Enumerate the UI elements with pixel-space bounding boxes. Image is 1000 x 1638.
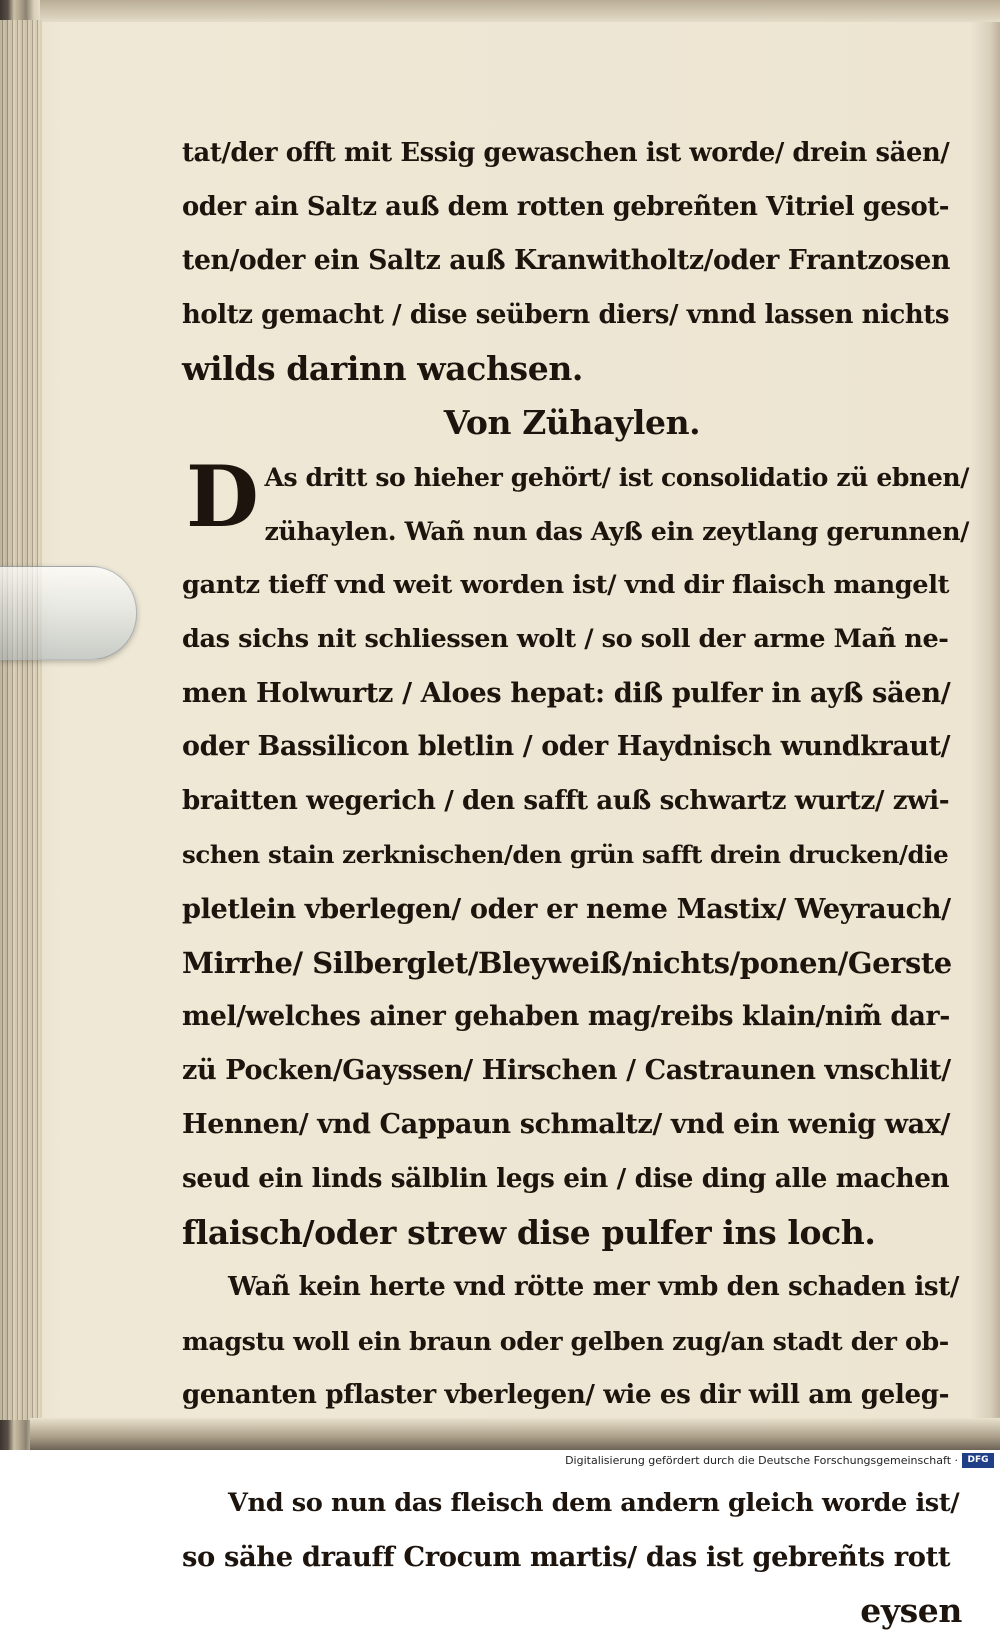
- text-line: holtz gemacht / dise seübern diers/ vnnd lassen nichts: [182, 300, 949, 330]
- digitization-footer: [0, 1450, 1000, 1473]
- catchword: eysen: [860, 1591, 962, 1630]
- text-line: men Holwurtz / Aloes hepat: diß pulfer in ayß säen/: [182, 677, 951, 709]
- dfg-logo-icon: DFG: [962, 1453, 994, 1468]
- text-line: gantz tieff vnd weit worden ist/ vnd dir flaisch mangelt: [182, 570, 950, 600]
- text-line: Hennen/ vnd Cappaun schmaltz/ vnd ein wenig wax/: [182, 1109, 951, 1140]
- section-heading: Von Zühaylen.: [443, 403, 701, 442]
- text-line: zü Pocken/Gayssen/ Hirschen / Castraunen vnschlit/: [182, 1055, 951, 1086]
- text-line: Wañ kein herte vnd rötte mer vmb den schaden ist/: [228, 1271, 960, 1302]
- text-line: Vnd so nun das fleisch dem andern gleich worde ist/: [228, 1488, 960, 1518]
- text-line: so sähe drauff Crocum martis/ das ist gebreñts rott: [182, 1541, 951, 1573]
- text-line: genanten pflaster vberlegen/ wie es dir will am geleg-: [182, 1379, 950, 1410]
- text-line: As dritt so hieher gehört/ ist consolidatio zü ebnen/: [264, 462, 970, 492]
- page-stack-edge: [0, 20, 42, 1420]
- drop-cap: D: [186, 447, 259, 546]
- text-line: wilds darinn wachsen.: [182, 349, 584, 388]
- text-line: schen stain zerknischen/den grün safft drein drucken/die: [182, 840, 949, 869]
- footer-credit: Digitalisierung gefördert durch die Deutsche Forschungsgemeinschaft ·: [565, 1454, 958, 1467]
- text-line: oder ain Saltz auß dem rotten gebreñten Vitriel gesot-: [182, 192, 950, 222]
- text-line: zühaylen. Wañ nun das Ayß ein zeytlang gerunnen/: [264, 516, 969, 546]
- text-line: Mirrhe/ Silberglet/Bleyweiß/nichts/ponen/Gerste: [182, 946, 952, 980]
- text-line: flaisch/oder strew dise pulfer ins loch.: [182, 1213, 876, 1252]
- page-text-block: [182, 126, 970, 1638]
- text-line: oder Bassilicon bletlin / oder Haydnisch wundkraut/: [182, 731, 951, 762]
- text-line: tat/der offt mit Essig gewaschen ist worde/ drein säen/: [182, 138, 950, 168]
- page-bottom-edge: [30, 1418, 1000, 1450]
- text-line: das sichs nit schliessen wolt / so soll der arme Mañ ne-: [182, 624, 949, 654]
- text-line: mel/welches ainer gehaben mag/reibs klain/nim̃ dar-: [182, 1001, 950, 1032]
- bookmark-strip: [0, 566, 137, 660]
- text-line: pletlein vberlegen/ oder er neme Mastix/ Weyrauch/: [182, 893, 951, 925]
- text-line: magstu woll ein braun oder gelben zug/an stadt der ob-: [182, 1326, 949, 1356]
- text-line: braitten wegerich / den safft auß schwartz wurtz/ zwi-: [182, 785, 950, 816]
- text-line: ten/oder ein Saltz auß Kranwitholtz/oder Frantzosen: [182, 245, 950, 276]
- text-line: seud ein linds sälblin legs ein / dise ding alle machen: [182, 1163, 950, 1194]
- page-top-edge: [40, 0, 1000, 22]
